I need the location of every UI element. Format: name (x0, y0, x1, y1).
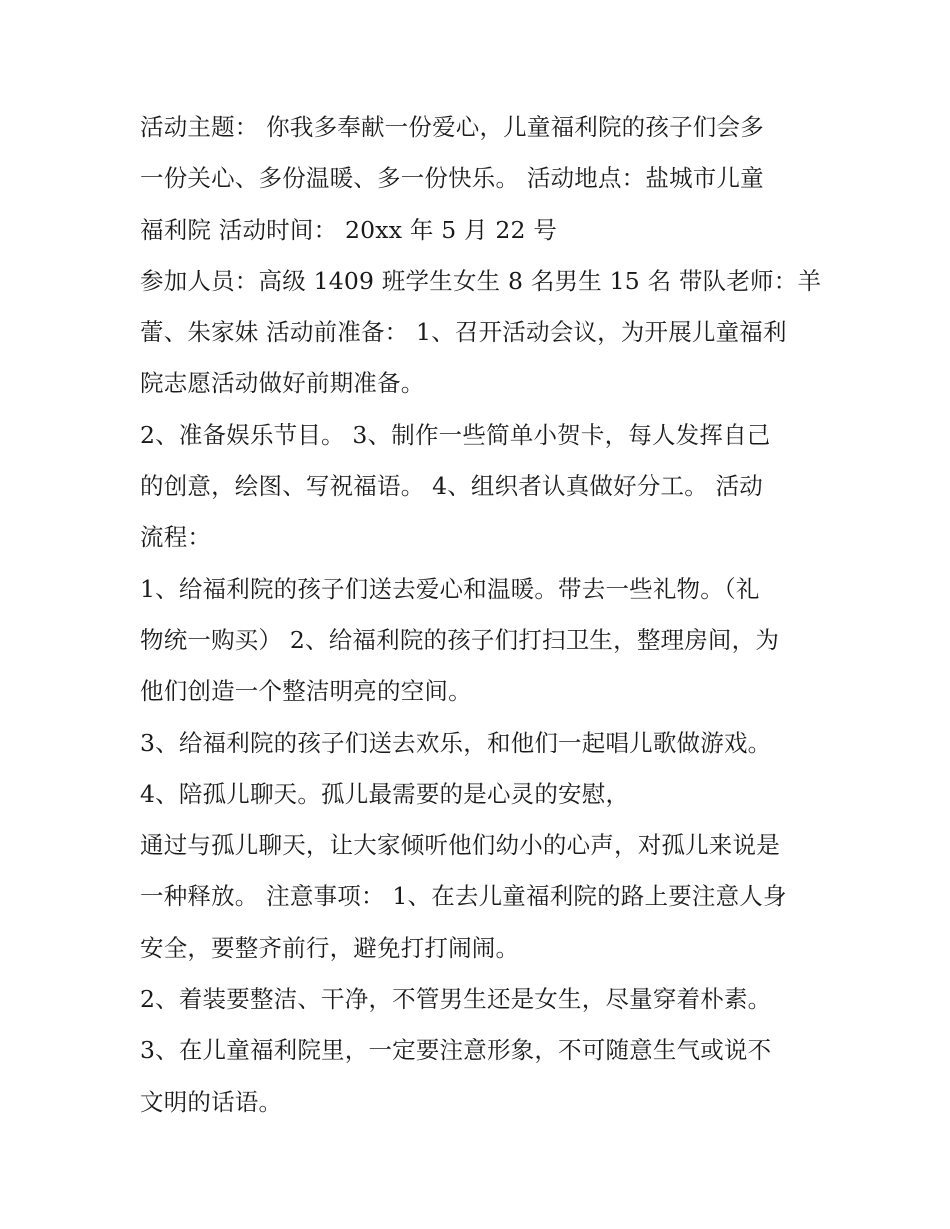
text-line-16: 一种释放。 注意事项： 1、在去儿童福利院的路上要注意人身 (140, 882, 787, 911)
text-line-20: 文明的话语。 (140, 1087, 283, 1116)
text-line-4: 参加人员：高级 1409 班学生女生 8 名男生 15 名 带队老师：羊 (140, 266, 822, 295)
text-line-3: 福利院 活动时间： 20xx 年 5 月 22 号 (140, 215, 558, 244)
text-line-18: 2、着装要整洁、干净，不管男生还是女生，尽量穿着朴素。 (140, 985, 772, 1014)
document-body (140, 102, 820, 1128)
text-line-13: 3、给福利院的孩子们送去欢乐，和他们一起唱儿歌做游戏。 (140, 728, 772, 757)
text-line-6: 院志愿活动做好前期准备。 (140, 369, 425, 398)
text-line-19: 3、在儿童福利院里，一定要注意形象，不可随意生气或说不 (140, 1036, 772, 1065)
text-line-17: 安全，要整齐前行，避免打打闹闹。 (140, 933, 520, 962)
text-line-8: 的创意，绘图、写祝福语。 4、组织者认真做好分工。 活动 (140, 472, 763, 501)
text-line-12: 他们创造一个整洁明亮的空间。 (140, 677, 472, 706)
text-line-5: 蕾、朱家妹 活动前准备： 1、召开活动会议，为开展儿童福利 (140, 318, 787, 347)
text-line-10: 1、给福利院的孩子们送去爱心和温暖。带去一些礼物。（礼 (140, 574, 760, 603)
text-line-11: 物统一购买） 2、给福利院的孩子们打扫卫生，整理房间，为 (140, 625, 780, 654)
text-line-15: 通过与孤儿聊天，让大家倾听他们幼小的心声，对孤儿来说是 (140, 831, 780, 860)
text-line-7: 2、准备娱乐节目。 3、制作一些简单小贺卡，每人发挥自己 (140, 420, 771, 449)
text-line-2: 一份关心、多份温暖、多一份快乐。 活动地点：盐城市儿童 (140, 164, 764, 193)
text-line-1: 活动主题： 你我多奉献一份爱心，儿童福利院的孩子们会多 (140, 113, 764, 141)
text-line-14: 4、陪孤儿聊天。孤儿最需要的是心灵的安慰， (140, 779, 630, 808)
text-line-9: 流程： (140, 523, 212, 552)
